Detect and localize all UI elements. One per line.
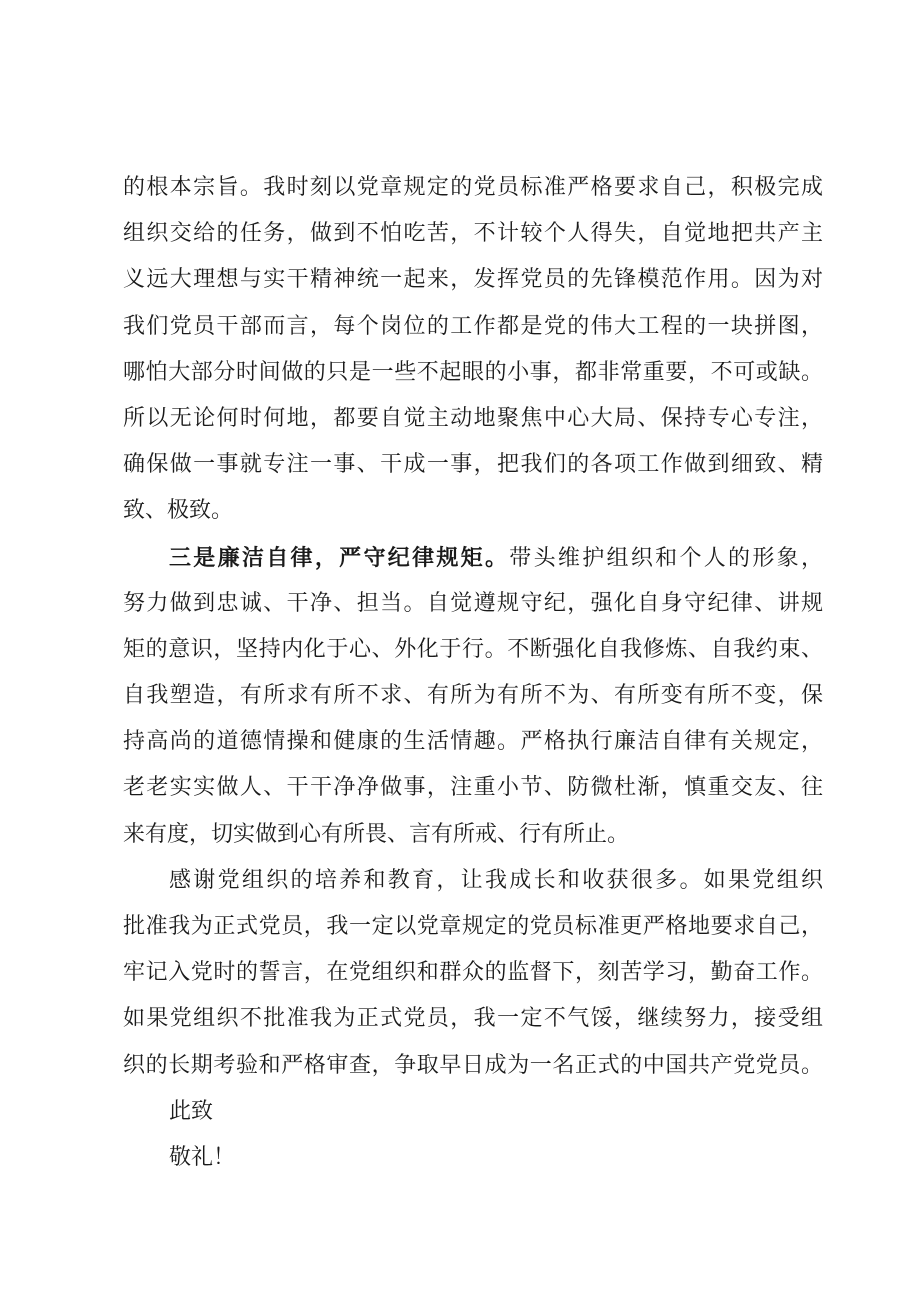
text-line: 义远大理想与实干精神统一起来，发挥党员的先锋模范作用。因为对	[123, 267, 823, 293]
text-run: 带头维护组织和个人的形象，	[509, 545, 823, 571]
text-line: 批准我为正式党员，我一定以党章规定的党员标准更严格地要求自己，	[123, 914, 823, 939]
text-line: 持高尚的道德情操和健康的生活情趣。严格执行廉洁自律有关规定，	[123, 729, 823, 755]
paragraph-heading: 三是廉洁自律，严守纪律规矩。	[169, 544, 510, 571]
paragraph-continuation	[123, 165, 823, 535]
document-body	[123, 165, 823, 1181]
text-line: 我们党员干部而言，每个岗位的工作都是党的伟大工程的一块拼图，	[123, 313, 823, 339]
text-line: 矩的意识，坚持内化于心、外化于行。不断强化自我修炼、自我约束、	[123, 636, 823, 662]
text-line: 确保做一事就专注一事、干成一事，把我们的各项工作做到细致、精	[123, 452, 823, 478]
text-line: 织的长期考验和严格审查，争取早日成为一名正式的中国共产党党员。	[123, 1052, 823, 1078]
text-line: 努力做到忠诚、干净、担当。自觉遵规守纪，强化自身守纪律、讲规	[123, 590, 823, 616]
text-line: 如果党组织不批准我为正式党员，我一定不气馁，继续努力，接受组	[123, 1006, 823, 1032]
text-line	[123, 535, 823, 581]
text-line: 老老实实做人、干干净净做事，注重小节、防微杜渐，慎重交友、往	[123, 775, 823, 801]
salutation: 此致	[169, 1098, 214, 1124]
text-line: 自我塑造，有所求有所不求、有所为有所不为、有所变有所不变，保	[123, 683, 823, 709]
regards: 敬礼！	[169, 1144, 236, 1170]
text-line: 来有度，切实做到心有所畏、言有所戒、行有所止。	[123, 821, 630, 847]
text-line: 所以无论何时何地，都要自觉主动地聚焦中心大局、保持专心专注，	[123, 405, 823, 431]
text-line: 哪怕大部分时间做的只是一些不起眼的小事，都非常重要，不可或缺。	[123, 359, 823, 385]
text-line: 牢记入党时的誓言，在党组织和群众的监督下，刻苦学习，勤奋工作。	[123, 960, 823, 986]
text-line: 致、极致。	[123, 498, 234, 524]
text-line: 感谢党组织的培养和教育，让我成长和收获很多。如果党组织	[169, 867, 823, 893]
paragraph-integrity	[123, 535, 823, 858]
closing	[123, 1089, 823, 1181]
text-line: 的根本宗旨。我时刻以党章规定的党员标准严格要求自己，积极完成	[123, 175, 823, 200]
text-line: 组织交给的任务，做到不怕吃苦，不计较个人得失，自觉地把共产主	[123, 221, 823, 247]
paragraph-gratitude	[123, 858, 823, 1089]
